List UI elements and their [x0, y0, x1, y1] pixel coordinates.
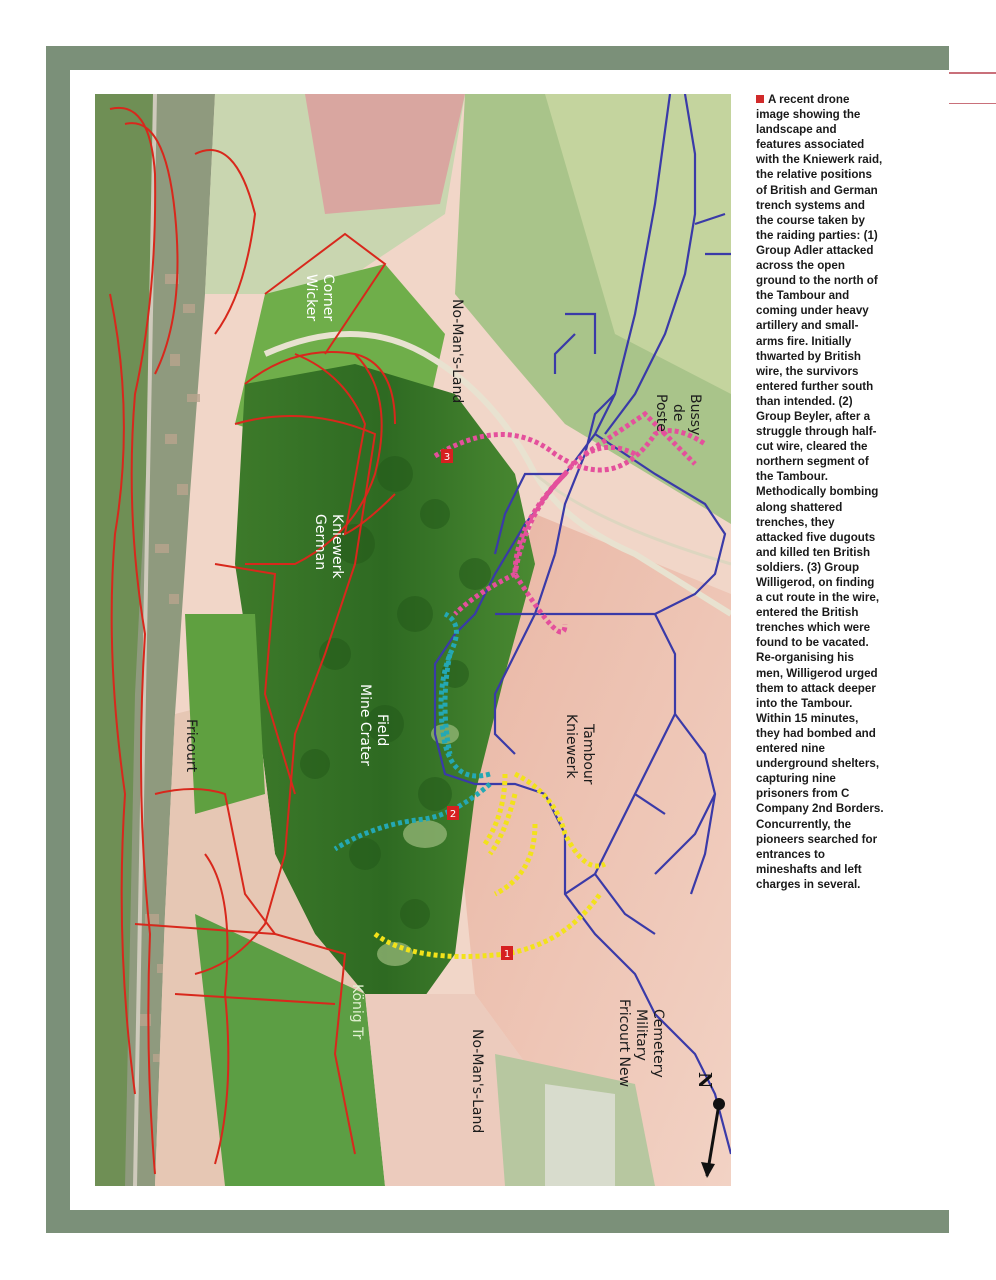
drone-map [95, 94, 731, 1186]
margin-rule-bottom [949, 103, 996, 104]
marker-group-2 [447, 806, 459, 820]
map-caption [756, 92, 884, 892]
label-fricourt: Fricourt [183, 719, 199, 773]
caption-bullet-icon [756, 95, 764, 103]
field-fricourt-green [185, 614, 265, 814]
field-top-pink [305, 94, 465, 214]
margin-rule-top [949, 72, 996, 74]
label-mine-crater-field: Mine Crater Field [357, 684, 390, 766]
marker-group-2-label: 2 [449, 809, 457, 820]
marker-group-1 [501, 946, 513, 960]
label-konig-tr: König Tr [349, 984, 365, 1040]
label-poste-de-bussy: Poste de Bussy [653, 394, 703, 436]
cemetery-plot [545, 1084, 615, 1186]
caption-text: A recent drone image showing the landscape and features associated with the Kniewerk raid, the relative positions of British and German trench systems and the course taken by the raiding parties: (1) Group Adler attacked across the open ground to the north of the Tambour and coming under heavy artillery and small-arms fire. Initially thwarted by British wire, the survivors entered further south than intended. (2) Group Beyler, after a struggle through half-cut wire, cleared the northern segment of the Tambour. Methodically bombing along shattered trenches, they attacked five dugouts and killed ten British soldiers. (3) Group Willigerod, on finding a cut route in the wire, entered the British trenches which were found to be vacated. Re-organising his men, Willigerod urged them to attack deeper into the Tambour. Within 15 minutes, they had bombed and entered nine underground shelters, capturing nine prisoners from C Company 2nd Borders. Concurrently, the pioneers searched for entrances to mineshafts and left charges in several. [756, 93, 884, 891]
label-no-mans-land-top: No-Man's-Land [449, 299, 465, 404]
marker-group-1-label: 1 [503, 949, 511, 960]
label-fricourt-cemetery: Fricourt New Military Cemetery [616, 999, 666, 1088]
label-no-mans-land-bottom: No-Man's-Land [469, 1029, 485, 1134]
marker-group-3-label: 3 [443, 452, 451, 463]
north-label: N [694, 1072, 715, 1089]
label-kniewerk-tambour: Kniewerk Tambour [563, 714, 596, 785]
label-german-kniewerk: German Kniewerk [312, 514, 345, 579]
label-wicker-corner: Wicker Corner [303, 274, 336, 322]
marker-group-3 [441, 449, 453, 463]
